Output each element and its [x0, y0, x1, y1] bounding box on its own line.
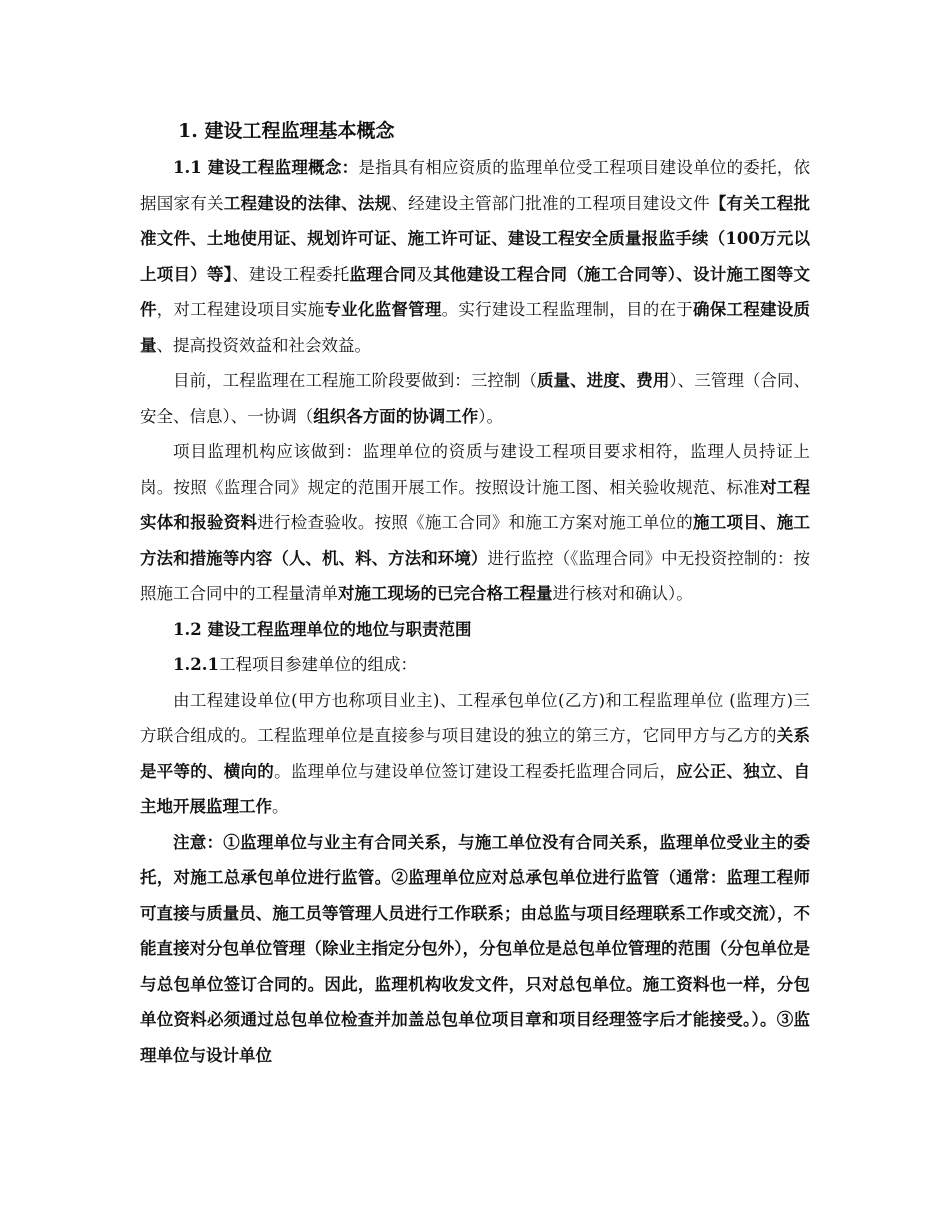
text: 进行检查验收。按照《施工合同》和施工方案对施工单位的 — [257, 513, 693, 532]
paragraph-supervision-agency — [140, 434, 810, 612]
paragraph-controls — [140, 363, 810, 434]
section-heading: 1. 建设工程监理基本概念 — [178, 120, 395, 142]
bold-text: 工程建设的法律、法规 — [223, 193, 392, 213]
text: 、建设工程委托 — [232, 264, 350, 284]
paragraph-1-1 — [140, 150, 810, 363]
text: ，对工程建设项目实施 — [156, 300, 325, 319]
bold-text: 质量、进度、费用 — [537, 371, 670, 390]
text: 。 — [272, 797, 289, 816]
bold-text: 施工项目、施工方法和措施等内容（人、机、料、方法和环境） — [140, 513, 811, 568]
text: 进行监控（《监理合同》中无投资控制的：按照施工合同中的工程量清单 — [140, 548, 811, 603]
text: 、提高投资效益和社会效益。 — [156, 335, 371, 355]
bold-text: 应公正、独立、自主地开展监理工作 — [140, 761, 811, 816]
section-number: 1.2.1 — [173, 655, 219, 674]
text: 、经建设主管部门批准的工程项目建设文件 — [391, 193, 710, 213]
bold-text: 关系是平等的、横向的 — [140, 726, 811, 781]
note-paragraph: 注意：①监理单位与业主有合同关系，与施工单位没有合同关系，监理单位受业主的委托，对施工总承包单位进行监管。②监理单位应对总承包单位进行监管（通常：监理工程师可直接与质量员、施工员等管理人员进行工作联系；由总监与项目经理联系工作或交流），不能直接对分包单位管理（除业主指定分包外），分包单位是总包单位管理的范围（分包单位是与总包单位签订合同的。因此，监理机构收发文件，只对总包单位。施工资料也一样，分包单位资料必须通过总包单位检查并加盖总包单位项目章和项目经理签字后才能接受。）。③监理单位与设计单位 — [140, 832, 810, 1065]
bold-text: 监理合同 — [349, 264, 417, 284]
text: 。监理单位与建设单位签订建设工程委托监理合同后， — [274, 761, 677, 781]
text: 进行核对和确认）。 — [552, 584, 693, 603]
text: 。实行建设工程监理制，目的在于 — [441, 300, 693, 319]
text: ）。 — [478, 406, 503, 426]
section-1-2-1-heading — [140, 647, 810, 683]
paragraph-participants — [140, 683, 810, 825]
section-1-1-label: 1.1 建设工程监理概念： — [173, 158, 359, 177]
text: ）、三管理（合同、安全、信息）、一协调（ — [140, 371, 811, 426]
text: 是指具有相应资质的监理单位受工程项目建设单位的委托，依据国家有关 — [140, 158, 811, 213]
document-page — [140, 112, 810, 1073]
text: 项目监理机构应该做到：监理单位的资质与建设工程项目要求相符，监理人员持证上岗。按照《监理合同》规定的范围开展工作。按照设计施工图、相关验收规范、标准 — [140, 442, 810, 497]
section-title: 工程项目参建单位的组成： — [218, 655, 417, 674]
section-1-2-heading: 1.2 建设工程监理单位的地位与职责范围 — [173, 619, 472, 639]
text: 及 — [416, 264, 434, 284]
text: 目前，工程监理在工程施工阶段要做到：三控制（ — [173, 371, 538, 390]
bold-text: 其他建设工程合同（施工合同等）、设计施工图等文件 — [140, 264, 810, 319]
bold-text: 确保工程建设质量 — [140, 300, 811, 355]
bold-text: 【有关工程批准文件、土地使用证、规划许可证、施工许可证、建设工程安全质量报监手续（100万元以上项目）等】 — [140, 193, 811, 284]
bold-text: 对施工现场的已完合格工程量 — [338, 584, 553, 603]
bold-text: 专业化监督管理 — [324, 300, 442, 319]
bold-text: 组织各方面的协调工作 — [313, 406, 479, 426]
text: 由工程建设单位(甲方也称项目业主)、工程承包单位(乙方)和工程监理单位 (监理方)三方联合组成的。工程监理单位是直接参与项目建设的独立的第三方，它同甲方与乙方的 — [140, 690, 810, 745]
bold-text: 对工程实体和报验资料 — [140, 477, 811, 532]
